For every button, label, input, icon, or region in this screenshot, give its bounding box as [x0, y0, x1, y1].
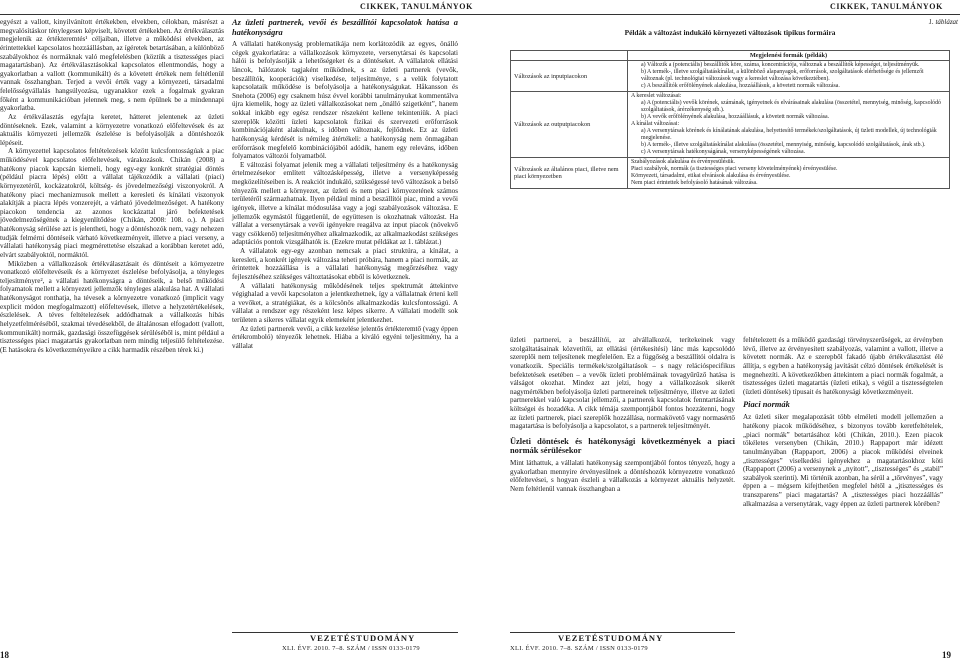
text-column-3 — [510, 336, 735, 493]
table-label: 1. táblázat — [928, 18, 958, 26]
running-header: CIKKEK, TANULMÁNYOK — [830, 2, 943, 11]
table-item: b) A termék-, illetve szolgáltatáskínálat alakulása (összetétel, mennyiség, minőség, kapcsolódó szolgáltatások, árak stb.). — [641, 142, 926, 148]
paragraph: Az értékválasztás egyfajta keretet, hátteret jelentenek az üzleti döntéseknek. Ezek, valamint a környezetre vonatkozó előfeltevések és az aktuális környezeti jellemzők észlelése is befolyásolják a döntéshozók lépéseit. — [0, 112, 224, 147]
table-subheading: A kereslet változásai: — [631, 93, 682, 99]
paragraph: A vállalati hatékonyság működésének teljes spektrumát áttekintve végighalad a vevői kapcsolaton a jelentkezhetnek, így a vállalatnak érteni kell a vevőket, a stratégiákat, és a kölcsönös alkalmazkodás kulcsfontosságú. A vállalat a rendszer egy részeként lesz képes sikerre. A vállalati modellt sok területen a sikeres vállalat egyik elemeként jelentkezhet. — [232, 281, 458, 324]
table-item: Környezeti, társadalmi, etikai elvárások alakulása és érvényesülése. — [631, 173, 791, 179]
right-page — [480, 0, 960, 660]
paragraph: feltételezett és a működő gazdasági törvényszerűségek, az érvényben lévő, illetve az érvényesített szabályozás, valamint a vallott, illetve a követett normák. Az e szerepből fakadó újabb értékválasztást élé állítja, s egyben a hatékonyság javítását célzó döntések értékelését is megnehezíti. A következőkben áttekintem a piaci normák fogalmát, a tisztességes üzleti magatartás (üzleti etika), s végül a tisztességtelen (üzleti döntések) típusait és hatékonysági következményeit. — [743, 336, 943, 396]
paragraph: üzleti partnerei, a beszállítói, az alvállalkozói, terítekeinek vagy szolgáltatásainak közvetítői, az ellátási (értékesítési) lánc más kapcsolódó szereplői nem teljesítenek megfelelően. Ez a függőség a beszállítói oldalra is vonatkozik. Speciális termékek/szolgáltatások – s nagy relációspecifikus befektetések esetében – a vevők üzleti problémáinak tovagyűrűző hatása is válságot okozhat. Mindez azt jelzi, hogy a vállalkozások sikerét nagymértékben befolyásolja üzleti partnereinek teljesítménye, illetve az üzleti partnerekkel való kapcsolat jellemzői, a partnerek kapcsolatok fenntartásának költségei és hozadéka. A cikk témája szempontjából fontos hozzátenni, hogy az üzleti partnerek, piaci szereplők hozzállása, normakövető vagy normasértő magatartása is befolyásolja a kapcsolatot, s a partnerek teljesítményét. — [510, 336, 735, 431]
journal-info: XLI. ÉVF. 2010. 7–8. SZÁM / ISSN 0133-0179 — [282, 645, 420, 652]
section-heading: Az üzleti partnerek, vevői és beszállítói kapcsolatok hatása a hatékonyságra — [232, 18, 458, 37]
text-column-1 — [0, 18, 224, 354]
table-item: c) A versenytársak hatékonyságának, versenyképességének változása. — [641, 149, 806, 155]
header-rule — [480, 14, 960, 15]
paragraph: A vállalatok egy-egy azonban nemcsak a piaci struktúra, a kínálat, a keresleti, a konkrét igények változása teheti próbára, hanem a piaci normák, az érintettek hozzáállása is a vállalati hatékonyság megőrzéséhez vagy fejlesztéséhez szükséges változtatásokat ebből is következnek. — [232, 247, 458, 281]
table-item: b) A vevők erőfölényének alakulása, hozzáállásuk, a követett normák változása. — [641, 114, 830, 120]
table-item: Szabályozások alakulása és érvényesülésük. — [631, 159, 736, 165]
table-row-header: Változások az inputpiacokon — [511, 61, 628, 92]
table-item: c) A beszállítók erőfölényének alakulása, hozzáállásuk, a követett normák változása. — [641, 83, 840, 89]
page-number: 19 — [942, 650, 951, 660]
running-header: CIKKEK, TANULMÁNYOK — [360, 2, 473, 11]
paragraph: E változási folyamat jelenik meg a vállalati teljesítmény és a hatékonyság értelmezésekor említett változásképesség, illetve a versenyképesség megközelítéseiben is. A reakciót indukáló, szükségessé tevő változások a belső tényezők mellett a környezet, az üzleti és nem piaci környezetének számos területéről származhatnak. Ilyen például mind a beszállítói piac, mind a vevői igények, illetve a kínálat módosulása vagy a jogi szabályozások változása. E jellemzők egymástól függetlenül, de együttesen is okozhatnak változást. Ha vállalat a versenytársak a vevői igényekre reagálva az input piacok (növekvő vagy csökkenő) teljesítményéhez alkalmazkodik, az alkalmazkodást szükséges adaptációs pontok vizsgálhatók is. (Ezekre mutat példákat az 1. táblázat.) — [232, 160, 458, 247]
paragraph: Mint láthattuk, a vállalati hatékonyság szempontjából fontos tényező, hogy a gyakorlatban mennyire érvényesülnek a döntéshozók környezetre vonatkozó előfeltevései, s hogyan észleli a vállalkozás a környezet aktuális helyzetét. Nem feltétlenül vannak összhangban a — [510, 458, 735, 493]
table-item: b) A termék-, illetve szolgáltatáskínálat, a különböző alapanyagok, erőforrások, szolgáltatások elérhetősége és jellemzői változnak (pl. technológiai változások vagy a kereslet változása következtében). — [641, 69, 924, 82]
table-corner-cell — [511, 51, 628, 61]
paragraph: Az üzleti siker megalapozását több elméleti modell jellemzően a hatékony piacok működéséhez, s bizonyos tovább keretfeltételek, „piaci normák” betartásához köti (Chikán, 2010.). Ezen piacok tökéletes versenyben (Chikán, 2010.) Rappaport már idézett tanulmányában (Rappaport, 2006) a piacok működési elveinek „tisztességes” viselkedési igényekhez a magatartásokhoz köti (Rappaport (2006) a versenynek a „nyitott”, „tisztességes” és „stabil” szabályok szerinti). Mi történik azonban, ha sérül a „tőrvényes”, vagy éppen a – mégsem kifejthetően megfelel hétől a „jtisztességes és transzparens” piaci magatartás? A „tisztességes piaci hozzáállás” alkalmazása a versenytárak, vagy éppen az üzleti partnerek körében? — [743, 413, 943, 508]
subsection-heading: Piaci normák — [743, 400, 790, 410]
table-row-header: Változások az outputpiacokon — [511, 92, 628, 158]
text-column-2 — [232, 18, 458, 351]
journal-title: VEZETÉSTUDOMÁNY — [558, 633, 664, 643]
paragraph: egyészt a vallott, kinyilvánított értékekben, elvekben, célokban, másrészt a megvalósításkor ténylegesen képviselt, követett értékekben. Az értékválasztás megjelenik az értékteremtés¹ céljaiban, illetve a működési elvekben, az érintettekkel kapcsolatos hozzáállásban, az ígéretek betartásában, a különböző szabályokhoz és normáknak való megfelelésben (köztük a tisztességes piaci magatartásban). Az értékválasztásokkal kapcsolatos ellentmondás, hogy a gyakorlatban a vallott (kommunikált) és a követett értékek nem feltétlenül vannak összhangban. Terjed a vevői érték vagy a környezeti, társadalmi felelősségvállalás hangsúlyozása, ugyanakkor ezek a fogalmak gyakran főként a kommunikációban jelennek meg, s nem épülnek be a mindennapi gyakorlatba. — [0, 18, 224, 113]
table-item: a) Változik a (potenciális) beszállítók köre, száma, koncentrációja, változnak a beszállítók képességei, teljesítményük. — [641, 62, 920, 68]
table-row — [511, 61, 950, 92]
table-title: Példák a változást indukáló környezeti változások tipikus formáira — [624, 28, 836, 37]
paragraph: A vállalati hatékonyság problematikája nem korlátozódik az egyes, önálló cégek gyakorlatára: a vállalkozások környezete, versenytársai és kapcsolati hálói is befolyásolják a lehetőségeket és a döntéseket. A vállalatok ellátási láncok, hálózatok tagjaként működnek, s az üzleti partnerek (vevők, beszállítók, kooperációk) viselkedése, teljesítménye, s a velük folytatott kapcsolataik működése is befolyásolja a hatékonyságukat. Håkansson és Snehota (2006) egy csaknem húsz évvel korábbi tanulmányukat kommentálva újra kiemelik, hogy az üzleti vállalkozásokat nem „önálló szigetként”, hanem sokkal inkább egy egész rendszer részeként kellene tekinteniük. A piaci szereplők közötti üzleti kapcsolatok fizikai és szervezeti erőforrások kombinációjaként alakulnak, s időben változnak, fejlődnek. Ez az üzleti hatékonyság kérdését is némileg átértékeli: a hatékonyság nem önmagában erőforrások megfelelő kombinációjából adódik, hanem egy releváns, időben folyamatos változói folyamatból. — [232, 40, 458, 161]
text-column-4 — [743, 336, 943, 508]
paragraph: Miközben a vállalkozások értékválasztásait és döntéseit a környezetre vonatkozó előfeltevéseik és a környezet észlelése befolyásolja, a tényleges teljesítményre², a vállalati hatékonyságra a döntéseik, a belső működési folyamatok mellett a környezeti jellemzők tényleges alakulása hat. A vállalati hatékonyságot ronthatja, ha tévesek a környezetre vonatkozó (implicit vagy explicit módon megfogalmazott) előfeltevések, illetve a helyzetértékelések, észlelések. A téves feltételezések addódhatnak a vállalkozás hibás helyzetfelméréséből, szakmai tévedésekből, de általánosan elfogadott (vallott, kommunikált) normák, gazdasági összefüggések sérüléséből is, mint például a tisztességes piaci magatartás gyakorlatban nem mindig teljesülő feltételezése. (E hatásokra és következményeikre a cikk harmadik részében térek ki.) — [0, 259, 224, 354]
paragraph: Az üzleti partnerek vevői, a cikk kezelése jelentős értékteremtő (vagy éppen értékromboló) tényezők lehetnek. Hiába a kiváló egyéni teljesítmény, ha a vállalat — [232, 324, 458, 350]
table-item: a) A versenytársak körének és kínálatának alakulása, helyettesítő termékek/szolgáltatások, új üzleti modellek, új technológiák megjelenése. — [641, 128, 937, 141]
paragraph: A környezettel kapcsolatos feltételezések között kulcsfontosságúak a piac működésével kapcsolatos előfeltevések, várakozások. Chikán (2008) a hatékony piacok kapcsán kiemeli, hogy egy-egy konkrét stratégiai döntés (például piacra lépés) előtt a vállalat tájékozódik a vállalati (piaci) környezetéről, kockázatokról, költség- és jövedelmezőségi viszonyokról. A hatékony piaci mechanizmusok mellett a keresleti és kínálati viszonyok alakítják a piacra lépés vonzerejét, a várható jövedelmezőséget. A hatékony piacokon tendencia az azonos kockázattal járó befektetések jövedelmezőségének a kiegyenlítődése (Chikán, 2008: 108. o.). A piaci hatékonyság sérülése azt is jelentheti, hogy a döntéshozók nem, vagy nehezen tudják felmérni döntéseik várható következményeit, illetve a piaci verseny, a vállalati hatékonyság piaci megmérettetése elszakad a korábban keretet adó, elvárt szabályoktól, normáktól. — [0, 147, 224, 259]
page-number: 18 — [0, 650, 9, 660]
environment-change-table — [510, 50, 950, 189]
table-row-header: Változások az általános piaci, illetve nem piaci környezetben — [511, 158, 628, 189]
table-item: a) A (potenciális) vevők körének, számának, igényeinek és elvárásainak alakulása (összetétel, mennyiség, minőség, kapcsolódó szolgáltatások, árérzékenység stb.). — [641, 100, 941, 113]
table-column-header: Megjelenési formák (példák) — [628, 51, 950, 61]
table-item: Nem piaci érintettek befolyásoló hatásának változása. — [631, 180, 758, 186]
header-rule — [0, 14, 480, 15]
table-item: Piaci szabályok, normák (a tisztességes piaci verseny követelményének) érvényesülése. — [631, 166, 838, 172]
journal-info: XLI. ÉVF. 2010. 7–8. SZÁM / ISSN 0133-0179 — [510, 645, 648, 652]
table-subheading: A kínálat változásai: — [631, 121, 680, 127]
section-heading: Üzleti döntések és hatékonysági következmények a piaci normák sérülésekor — [510, 436, 735, 456]
table-row — [511, 158, 950, 189]
journal-title: VEZETÉSTUDOMÁNY — [310, 633, 416, 643]
table-row — [511, 92, 950, 158]
